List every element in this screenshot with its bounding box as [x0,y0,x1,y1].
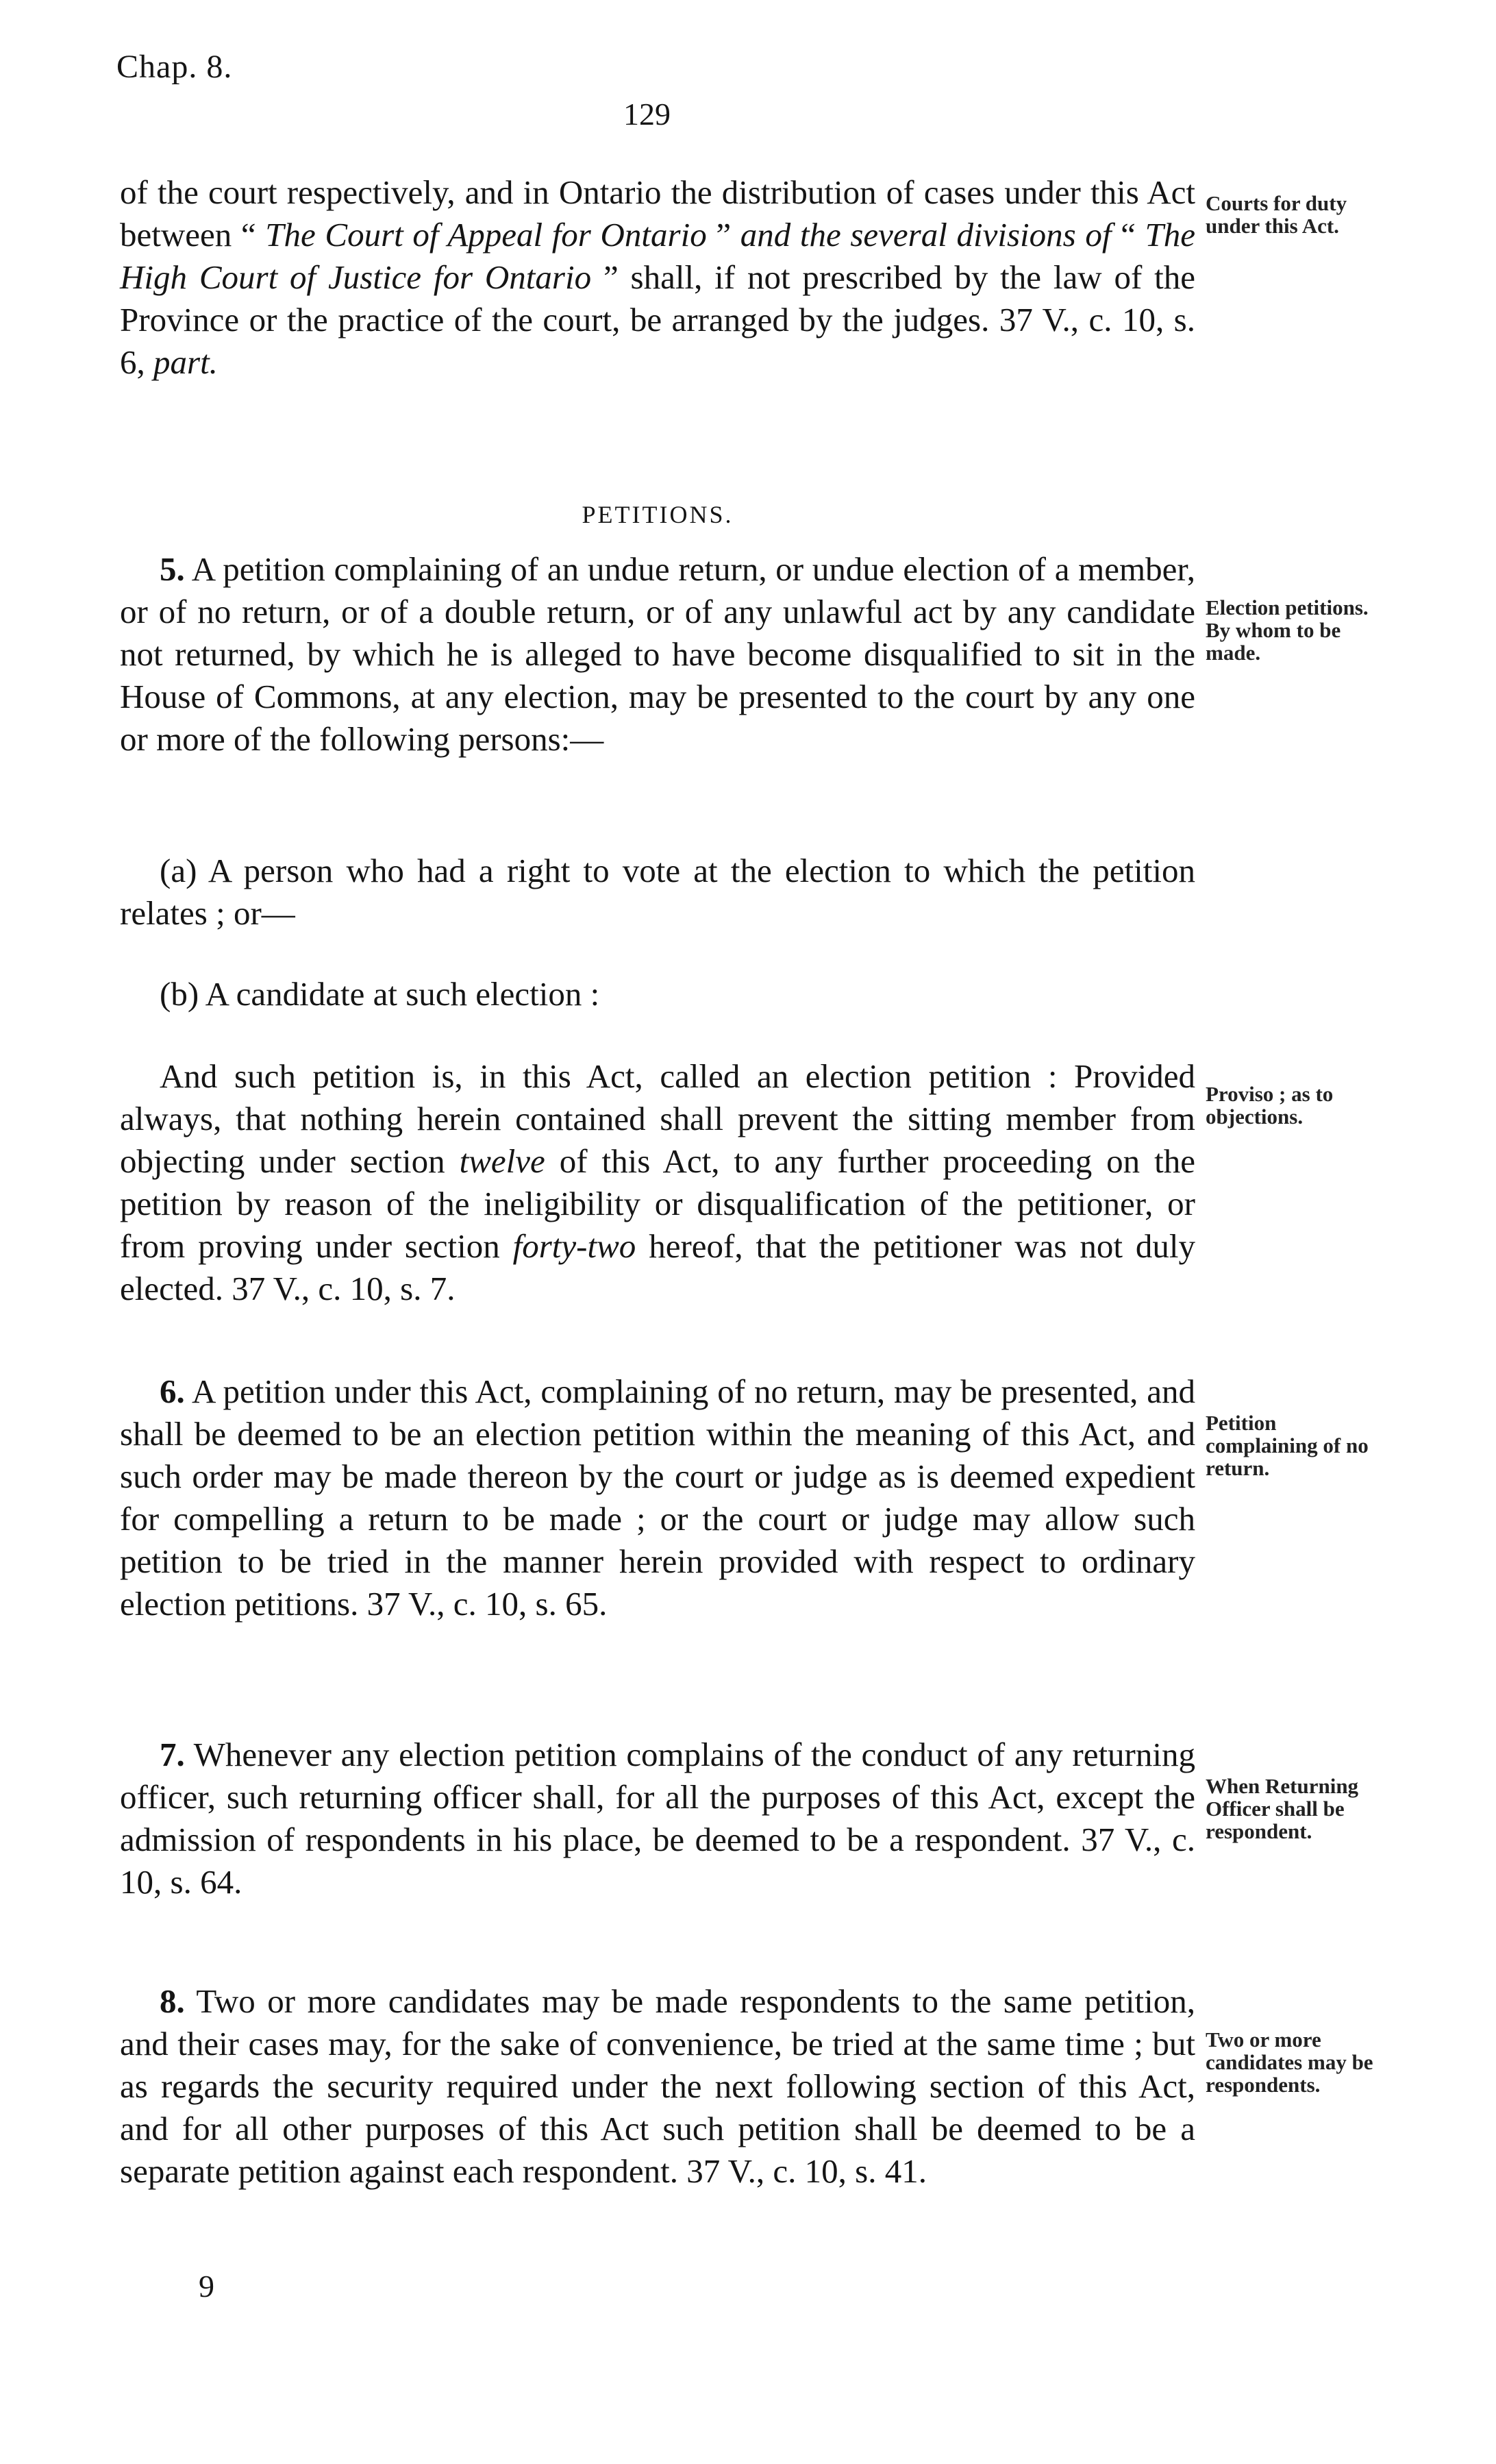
section-8-text: 8. Two or more candidates may be made respondents to the same petition, and their cases may, for the sake of convenience, be tried at the same time ; but as regards the security required under the next following section of this Act, and for all other purposes of this Act such petition shall be deemed to be a separate petition against each respondent. 37 V., c. 10, s. 41. [120,1982,1195,2190]
signature-mark: 9 [199,2269,214,2304]
section-4-continuation [120,171,1195,384]
section-5-proviso [120,1055,1195,1310]
margin-note-proviso: Proviso ; as to objections. [1206,1082,1334,1129]
margin-note-courts-for-duty: Courts for duty under this Act. [1206,191,1347,238]
section-5-number: 5. [160,550,185,588]
section-5-item-a [120,850,1195,935]
margin-note-no-return: Petition complaining of no return. [1206,1411,1369,1480]
item-b-text: (b) A candidate at such election : [160,975,600,1013]
section-5-item-b [120,973,1195,1015]
section-6 [120,1370,1195,1625]
margin-note-election-petitions: Election petitions. By whom to be made. [1206,595,1369,665]
section-7 [120,1734,1195,1904]
margin-note-returning-officer: When Returning Officer shall be respondent. [1206,1774,1359,1843]
proviso-text: And such petition is, in this Act, called an election petition : Provided always, that nothing herein contained shall prevent the sitting member from objecting under section twelve of this Act, to any further proceeding on the petition by reason of the ineligibility or disqualification of the petitioner, or from proving under section forty-two hereof, that the petitioner was not duly elected. 37 V., c. 10, s. 7. [120,1057,1195,1307]
section-6-text: 6. A petition under this Act, complaining of no return, may be presented, and shall be deemed to be an election petition within the meaning of this Act, and such order may be made thereon by the court or judge as is deemed expedient for compelling a return to be made ; or the court or judge may allow such petition to be tried in the manner herein provided with respect to ordinary election petitions. 37 V., c. 10, s. 65. [120,1372,1195,1623]
petitions-heading: PETITIONS. [582,501,734,528]
section-7-number: 7. [160,1736,185,1773]
section-8 [120,1980,1195,2193]
section-7-text: 7. Whenever any election petition complains of the conduct of any returning officer, such returning officer shall, for all the purposes of this Act, except the admission of respondents in his place, be deemed to be a respondent. 37 V., c. 10, s. 64. [120,1736,1195,1901]
page-number: 129 [623,97,671,132]
chapter-label: Chap. 8. [116,49,233,85]
item-a-text: (a) A person who had a right to vote at the election to which the petition relates ; or— [120,852,1195,932]
section-6-number: 6. [160,1372,185,1410]
margin-note-two-or-more: Two or more candidates may be respondents. [1206,2028,1373,2097]
section-5-text: 5. A petition complaining of an undue return, or undue election of a member, or of no return, or of a double return, or of any unlawful act by any candidate not returned, by which he is alleged to have become disqualified to sit in the House of Commons, at any election, may be presented to the court by any one or more of the following persons:— [120,550,1195,758]
section-8-number: 8. [160,1982,185,2020]
section-5 [120,548,1195,761]
section-4-text: of the court respectively, and in Ontario the distribution of cases under this Act between “ The Court of Appeal for Ontario ” and the several divisions of “ The High Court of Justice for Ontario ” shall, if not prescribed by the law of the Province or the practice of the court, be arranged by the judges. 37 V., c. 10, s. 6, part. [120,173,1196,381]
